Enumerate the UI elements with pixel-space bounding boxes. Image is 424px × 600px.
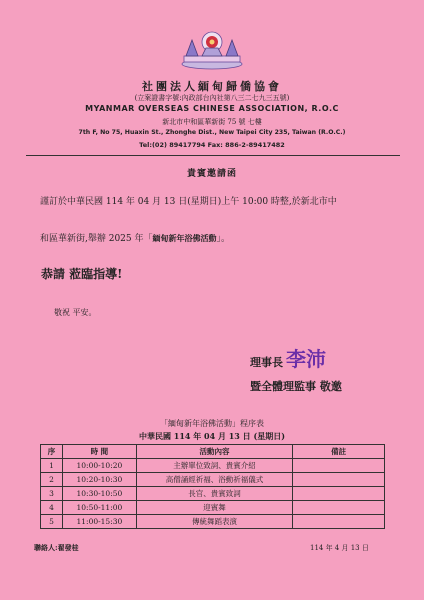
table-row	[41, 473, 385, 487]
schedule-table	[40, 444, 385, 529]
header-time: 時 間	[62, 445, 136, 459]
schedule-date: 中華民國 114 年 04 月 13 日 (星期日)	[138, 431, 286, 441]
row-no: 4	[41, 501, 63, 515]
row-note	[293, 487, 385, 501]
table-header-row	[41, 445, 385, 459]
row-note	[293, 501, 385, 515]
table-row	[41, 501, 385, 515]
contact-numbers: Tel:(02) 89417794 Fax: 886-2-89417482	[139, 141, 285, 149]
row-time: 11:00-15:30	[62, 515, 136, 529]
greeting: 敬祝 平安。	[54, 308, 97, 317]
header-divider	[26, 155, 400, 156]
document-date: 114 年 4 月 13 日	[310, 544, 369, 552]
invitation-line-1: 謹訂於中華民國 114 年 04 月 13 日(星期日)上午 10:00 時整,於新北市中	[40, 197, 337, 207]
row-activity: 迎賓舞	[136, 501, 292, 515]
request-attendance: 恭請 蒞臨指導!	[41, 267, 123, 281]
letter-title: 貴賓邀請函	[186, 169, 237, 179]
address-en: 7th F, No 75, Huaxin St., Zhonghe Dist., New Taipei City 235, Taiwan (R.O.C.)	[78, 129, 346, 136]
table-row	[41, 515, 385, 529]
chairman-name: 李沛	[286, 347, 326, 371]
schedule-title: 「緬甸新年浴佛活動」程序表	[160, 419, 264, 428]
board-invitation: 暨全體理監事 敬邀	[250, 380, 342, 393]
header-note: 備註	[293, 445, 385, 459]
row-time: 10:20-10:30	[62, 473, 136, 487]
registration-number: (立案證書字號:內政部台內社第八三二七九三五號)	[134, 94, 290, 102]
event-name: 緬甸新年浴佛活動	[152, 233, 217, 243]
row-note	[293, 515, 385, 529]
invitation-line-2	[40, 231, 230, 244]
row-no: 3	[41, 487, 63, 501]
invitation-line-2-suffix: 」。	[216, 234, 231, 244]
org-name-en: MYANMAR OVERSEAS CHINESE ASSOCIATION, R.O.C	[85, 104, 339, 113]
association-emblem-icon	[176, 26, 248, 70]
table-row	[41, 487, 385, 501]
row-time: 10:50-11:00	[62, 501, 136, 515]
table-row	[41, 459, 385, 473]
invitation-line-2-prefix: 和區華新街,舉辦 2025 年「	[40, 234, 153, 244]
header-activity: 活動內容	[136, 445, 292, 459]
row-activity: 傳統舞蹈表演	[136, 515, 292, 529]
header-no: 序	[41, 445, 63, 459]
chairman-title: 理事長	[250, 356, 283, 369]
row-activity: 主辦單位致詞、貴賓介紹	[136, 459, 292, 473]
row-time: 10:00-10:20	[62, 459, 136, 473]
org-name-zh: 社團法人緬甸歸僑協會	[142, 80, 282, 93]
contact-person: 聯絡人:翟發桂	[34, 543, 79, 552]
row-no: 2	[41, 473, 63, 487]
row-no: 5	[41, 515, 63, 529]
row-time: 10:30-10:50	[62, 487, 136, 501]
row-no: 1	[41, 459, 63, 473]
address-zh: 新北市中和區華新街 75 號 七樓	[162, 118, 262, 126]
row-note	[293, 473, 385, 487]
row-note	[293, 459, 385, 473]
chairman-signature	[250, 343, 326, 372]
row-activity: 高僧誦經祈福、浴動祈福儀式	[136, 473, 292, 487]
row-activity: 長官、貴賓致詞	[136, 487, 292, 501]
